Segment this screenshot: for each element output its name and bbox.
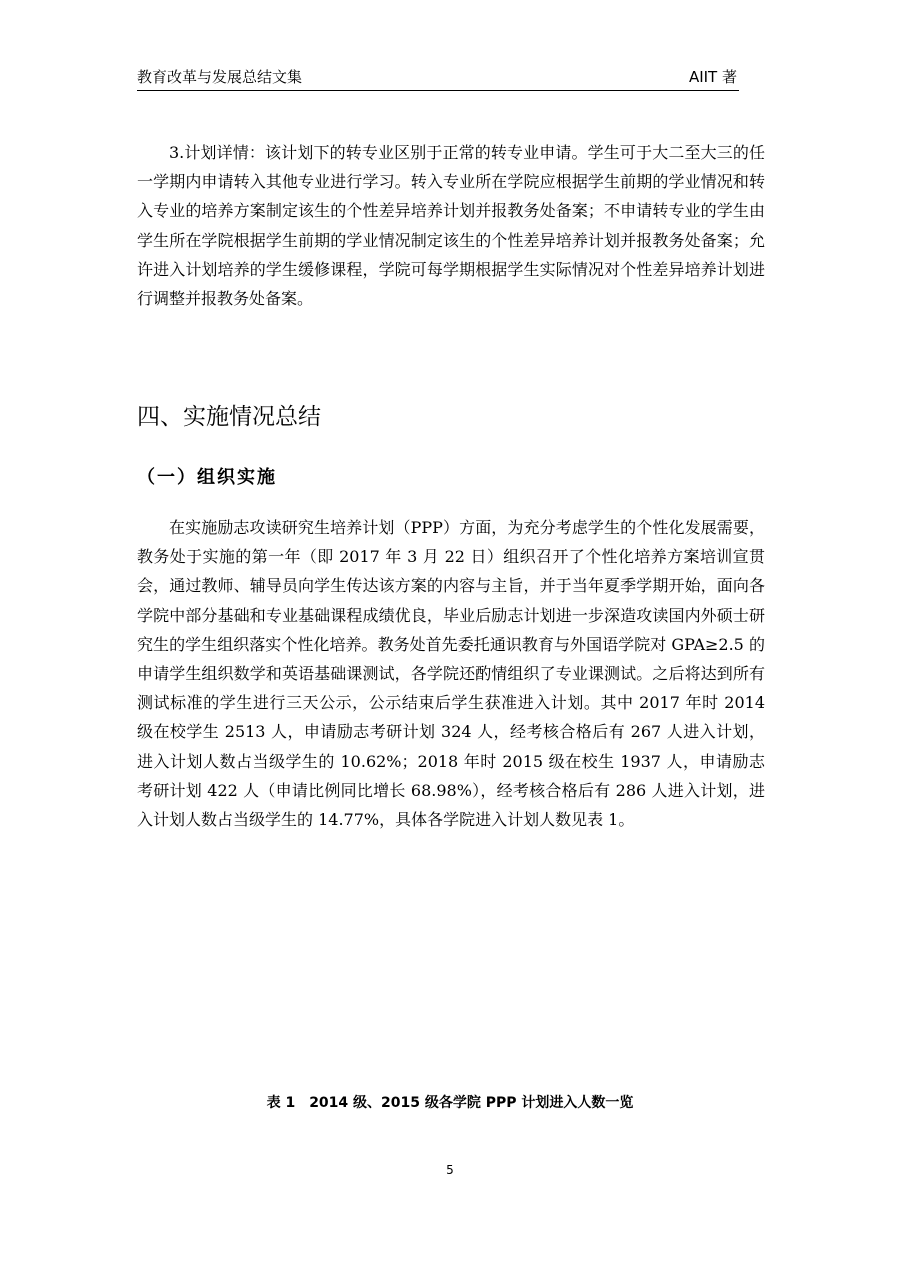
implementation-paragraph: 在实施励志攻读研究生培养计划（PPP）方面，为充分考虑学生的个性化发展需要，教务处于实施的第一年（即 2017 年 3 月 22 日）组织召开了个性化培养方案培训宣贯会，通过教师、辅导员向学生传达该方案的内容与主旨，并于当年夏季学期开始，面向各学院中部分基础和专业基础课程成绩优良，毕业后励志计划进一步深造攻读国内外硕士研究生的学生组织落实个性化培养。教务处首先委托通识教育与外国语学院对 GPA≥2.5 的申请学生组织数学和英语基础课测试，各学院还酌情组织了专业课测试。之后将达到所有测试标准的学生进行三天公示，公示结束后学生获准进入计划。其中 2017 年时 2014 级在校学生 2513 人，申请励志考研计划 324 人，经考核合格后有 267 人进入计划，进入计划人数占当级学生的 10.62%；2018 年时 2015 级在校生 1937 人，申请励志考研计划 422 人（申请比例同比增长 68.98%），经考核合格后有 286 人进入计划，进入计划人数占当级学生的 14.77%，具体各学院进入计划人数见表 1。 [137, 518, 765, 830]
subsection-heading: （一）组织实施 [137, 467, 277, 488]
header-title: 教育改革与发展总结文集 [137, 68, 303, 86]
page-number: 5 [446, 1163, 454, 1177]
section-heading: 四、实施情况总结 [137, 404, 321, 430]
page-header [137, 64, 739, 91]
table-caption: 表 1 2014 级、2015 级各学院 PPP 计划进入人数一览 [266, 1095, 634, 1111]
plan-details-paragraph: 3.计划详情：该计划下的转专业区别于正常的转专业申请。学生可于大二至大三的任一学期内申请转入其他专业进行学习。转入专业所在学院应根据学生前期的学业情况和转入专业的培养方案制定该生的个性差异培养计划并报教务处备案；不申请转专业的学生由学生所在学院根据学生前期的学业情况制定该生的个性差异培养计划并报教务处备案；允许进入计划培养的学生缓修课程，学院可每学期根据学生实际情况对个性差异培养计划进行调整并报教务处备案。 [137, 143, 765, 309]
header-author: AIIT 著 [688, 68, 737, 86]
